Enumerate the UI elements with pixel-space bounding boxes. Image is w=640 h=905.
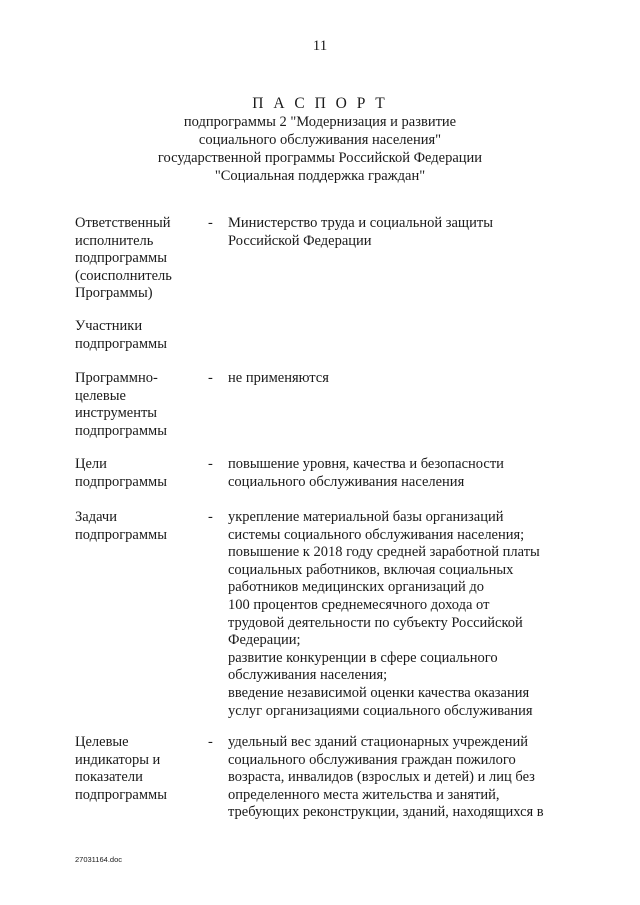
row-dash: - xyxy=(208,509,213,525)
row-label xyxy=(75,370,200,440)
row-label xyxy=(75,456,200,491)
value-line: удельный вес зданий стационарных учреждений xyxy=(228,734,529,750)
label-line: Ответственный xyxy=(75,215,171,231)
label-line: подпрограммы xyxy=(75,786,167,803)
value-line: обслуживания населения; xyxy=(228,667,388,684)
row-label xyxy=(75,215,200,303)
value-line: системы социального обслуживания населения; xyxy=(228,526,525,543)
subtitle-line-2: социального обслуживания населения" xyxy=(198,132,442,148)
label-line: показатели xyxy=(75,769,143,786)
label-line: исполнитель xyxy=(75,232,154,249)
value-line: услуг организациями социального обслуживания xyxy=(228,702,533,719)
row-dash: - xyxy=(208,215,213,231)
label-line: подпрограммы xyxy=(75,335,167,352)
value-line: развитие конкуренции в сфере социального xyxy=(228,649,498,666)
label-line: индикаторы и xyxy=(75,751,161,768)
label-line: Участники xyxy=(75,318,143,334)
row-value xyxy=(228,734,568,822)
label-line: Цели xyxy=(75,456,107,472)
value-line: повышение уровня, качества и безопасности xyxy=(228,456,504,472)
value-line: возраста, инвалидов (взрослых и детей) и лиц без xyxy=(228,769,535,786)
row-value xyxy=(228,456,568,491)
row-dash: - xyxy=(208,734,213,750)
row-label xyxy=(75,509,200,544)
value-line: повышение к 2018 году средней заработной платы xyxy=(228,544,540,561)
label-line: подпрограммы xyxy=(75,473,167,490)
label-line: подпрограммы xyxy=(75,250,167,267)
value-line: Российской Федерации xyxy=(228,232,372,249)
label-line: Программы) xyxy=(75,285,153,302)
row-dash: - xyxy=(208,456,213,472)
value-line: не применяются xyxy=(228,370,329,386)
page-number: 11 xyxy=(312,38,328,54)
value-line: 100 процентов среднемесячного дохода от xyxy=(228,596,490,613)
value-line: требующих реконструкции, зданий, находящихся в xyxy=(228,804,544,821)
label-line: инструменты xyxy=(75,405,158,422)
value-line: введение независимой оценки качества оказания xyxy=(228,684,530,701)
value-line: социального обслуживания населения xyxy=(228,473,465,490)
value-line: Министерство труда и социальной защиты xyxy=(228,215,493,231)
label-line: подпрограммы xyxy=(75,526,167,543)
label-line: Программно- xyxy=(75,370,158,386)
label-line: (соисполнитель xyxy=(75,267,172,284)
subtitle-line-3: государственной программы Российской Федерации xyxy=(157,150,483,166)
label-line: подпрограммы xyxy=(75,422,167,439)
footer-filename: 27031164.doc xyxy=(75,855,122,864)
label-line: целевые xyxy=(75,387,126,404)
value-line: Федерации; xyxy=(228,632,301,649)
row-dash: - xyxy=(208,370,213,386)
passport-title: П А С П О Р Т xyxy=(252,95,388,112)
value-line: работников медицинских организаций до xyxy=(228,579,485,596)
subtitle-line-1: подпрограммы 2 "Модернизация и развитие xyxy=(183,114,457,130)
value-line: определенного места жительства и занятий, xyxy=(228,786,500,803)
value-line: трудовой деятельности по субъекту Российской xyxy=(228,614,523,631)
subtitle-line-4: "Социальная поддержка граждан" xyxy=(214,168,426,184)
row-label xyxy=(75,734,200,804)
value-line: социальных работников, включая социальных xyxy=(228,561,514,578)
label-line: Целевые xyxy=(75,734,129,750)
value-line: социального обслуживания граждан пожилого xyxy=(228,751,516,768)
row-value xyxy=(228,509,568,720)
value-line: укрепление материальной базы организаций xyxy=(228,509,504,525)
row-label xyxy=(75,318,200,353)
row-value xyxy=(228,215,568,250)
label-line: Задачи xyxy=(75,509,117,525)
row-value xyxy=(228,370,568,388)
